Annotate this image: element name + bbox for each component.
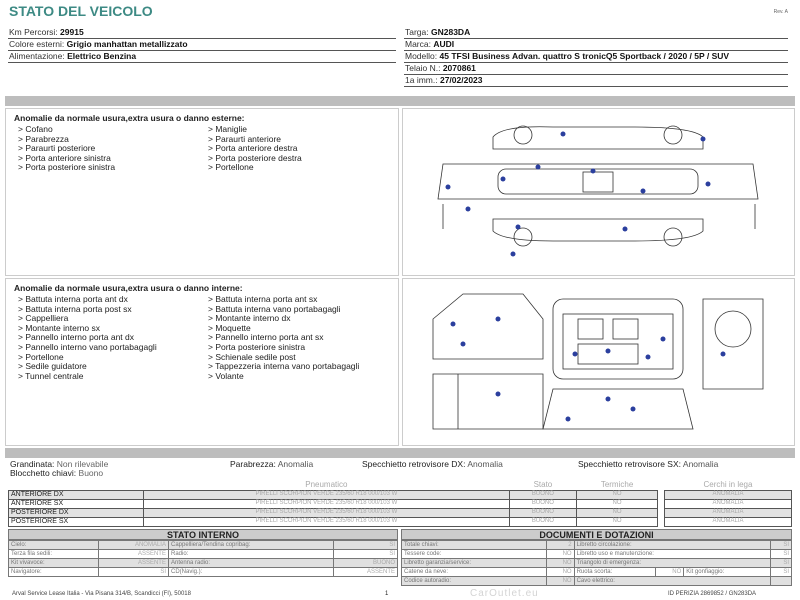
field-label: Triangolo di emergenza: [574,559,770,568]
tyre-tyre: PIRELLI SCORPION VERDE 235/60 R18 000/103 W [144,517,510,526]
field-label: Catene da neve: [402,568,547,577]
damage-item: > Paraurti posteriore [18,143,96,154]
damage-item: > Montante interno dx [208,313,291,324]
field-value: ANOMALIA [98,541,168,550]
damage-item: > Cappelliera [18,313,69,324]
damage-item: > Battuta interna vano portabagagli [208,303,341,314]
info-row [8,51,396,63]
field-label: Libretto circolazione: [574,541,770,550]
info-label: Alimentazione: [9,51,65,61]
info-value: Elettrico Benzina [67,51,137,61]
info-row [8,39,396,51]
field-label: Navigatore: [9,568,99,577]
info-label: Marca: [405,39,431,49]
car-top-view [438,126,758,246]
damage-item: > Moquette [208,322,251,333]
damage-dot [701,137,706,142]
section-divider [5,448,795,458]
info-value: AUDI [433,39,455,49]
info-value: 29915 [60,27,84,37]
revision-label: Rev. A [773,9,788,15]
stato-interno-title: STATO INTERNO [8,529,398,540]
info-value: 27/02/2023 [439,75,483,85]
tyre-row [9,499,658,508]
field-value: NO [546,559,574,568]
exterior-title: Anomalie da normale usura,extra usura o danno esterne: [14,113,245,123]
mirror-dx-field: Specchietto retrovisore DX: Anomalia [362,459,503,469]
damage-dot [511,252,516,257]
damage-dot [641,189,646,194]
rim-row [665,508,792,517]
field-label: Cappelliera/Tendina copribag: [168,541,333,550]
info-label: Targa: [405,27,429,37]
rim-state: ANOMALIA [665,490,792,499]
tyre-winter: NO [577,517,658,526]
damage-dot [606,397,611,402]
damage-dot [591,169,596,174]
vehicle-info-left [8,27,396,63]
tyre-state: BUONO [509,508,576,517]
tyre-row [9,490,658,499]
damage-item: > Tunnel centrale [18,370,84,381]
damage-item: > Maniglie [208,124,247,134]
rim-row [665,499,792,508]
tyre-state: BUONO [509,499,576,508]
page-number: 1 [385,591,389,597]
info-row [404,39,788,51]
damage-dot [501,177,506,182]
tyre-state: BUONO [509,490,576,499]
grid-row [402,541,792,550]
info-label: Colore esterni: [9,39,65,49]
field-value: SI [770,550,791,559]
tyres-table: Pneumatico Stato Termiche ANTERIORE DX PIRELLI SCORPION VERDE 235/60 R18 000/103 W BUONO NO ANTERIORE SX PIRELLI SCORPION VERDE 235/60 R18 000/103 W BUONO NO POSTERIORE DX PIRELLI SCORPION VERDE 235/60 R18 000/103 W BUONO NO POSTERIORE SX PIRELLI SCORPION VERDE 235/60 R18 000/103 W BUONO NO [8,480,658,527]
damage-item: > Porta posteriore sinistra [208,341,306,352]
grid-row [9,568,398,577]
tyre-tyre: PIRELLI SCORPION VERDE 235/60 R18 000/103 W [144,490,510,499]
grid-row [9,541,398,550]
info-label: Modello: [405,51,438,61]
rims-table: Cerchi in lega ANOMALIA ANOMALIA ANOMALIA ANOMALIA [664,480,792,527]
field-value: SI [333,541,397,550]
footer-address: Arval Service Lease Italia - Via Pisana 314/B, Scandicci (FI), 50018 [12,591,191,597]
damage-dot [561,132,566,137]
damage-dot [461,342,466,347]
field-value: NO [546,568,574,577]
interior-list-2 [208,295,398,381]
vehicle-info-right [404,27,788,87]
field-label: Terza fila sedili: [9,550,99,559]
damage-item: > Cofano [18,124,53,134]
exterior-list-2 [208,125,398,173]
damage-dot [646,355,651,360]
damage-item: > Pannello interno vano portabagagli [18,341,157,352]
damage-item: > Schienale sedile post [208,351,296,362]
damage-item: > Parabrezza [18,133,69,144]
field-value: NO [656,568,684,577]
tyre-pos: ANTERIORE SX [9,499,144,508]
car-interior-diagram [403,279,796,447]
interior-list-1 [18,295,208,381]
info-label: 1a imm.: [405,75,438,85]
stato-interno-section [8,529,398,577]
tyre-pos: POSTERIORE DX [9,508,144,517]
document-id: ID PERIZIA 2869852 / GN283DA [668,591,757,597]
field-value: ASSENTE [98,559,168,568]
rim-state: ANOMALIA [665,508,792,517]
tyre-pos: ANTERIORE DX [9,490,144,499]
damage-item: > Battuta interna porta ant dx [18,294,128,304]
field-value: SI [770,541,791,550]
damage-dot [661,337,666,342]
info-value: 45 TFSI Business Advan. quattro S tronicQ5 Sportback / 2020 / 5P / SUV [439,51,730,61]
field-label: Cavo elettrico: [574,577,770,586]
field-label: CD(Navig.): [168,568,333,577]
grid-row [9,550,398,559]
exterior-list-1 [18,125,208,173]
rim-state: ANOMALIA [665,517,792,526]
rim-row [665,490,792,499]
damage-dot [566,417,571,422]
tyre-row [9,517,658,526]
field-value: SI [98,568,168,577]
damage-dot [451,322,456,327]
tyre-tyre: PIRELLI SCORPION VERDE 235/60 R18 000/103 W [144,508,510,517]
grid-row [402,568,792,577]
info-row [404,51,788,63]
tyre-tyre: PIRELLI SCORPION VERDE 235/60 R18 000/103 W [144,499,510,508]
field-value: NO [546,550,574,559]
grid-row [402,550,792,559]
rim-state: ANOMALIA [665,499,792,508]
field-value: ASSENTE [98,550,168,559]
field-label: Kit vivavoce: [9,559,99,568]
field-label: Libretto garanzia/service: [402,559,547,568]
field-label: Codice autoradio: [402,577,547,586]
field-label: Libretto uso e manutenzione: [574,550,770,559]
grid-row [9,559,398,568]
exterior-damage-panel [5,108,399,276]
damage-dot [446,185,451,190]
field-label: Cielo: [9,541,99,550]
rim-row [665,517,792,526]
field-value [770,577,791,586]
info-row [404,63,788,75]
damage-dot [516,225,521,230]
info-value: Grigio manhattan metallizzato [66,39,188,49]
interior-title: Anomalie da normale usura,extra usura o danno interne: [14,283,243,293]
damage-item: > Volante [208,370,244,381]
info-row [404,75,788,87]
tyre-winter: NO [577,508,658,517]
grid-row [402,559,792,568]
field-value: NO [546,577,574,586]
damage-dot [536,165,541,170]
watermark-logo: CarOutlet.eu [470,588,539,599]
tyre-pos: POSTERIORE SX [9,517,144,526]
tyre-winter: NO [577,490,658,499]
grid-row [402,577,792,586]
tyre-state: BUONO [509,517,576,526]
field-label: Radio: [168,550,333,559]
damage-dot [606,349,611,354]
parabrezza-field: Parabrezza: Anomalia [230,459,314,469]
field-value: BUONO [333,559,397,568]
damage-item: > Portellone [208,162,254,173]
damage-item: > Sedile guidatore [18,361,87,372]
damage-dot [623,227,628,232]
field-value: SI [333,550,397,559]
info-value: 2070861 [442,63,476,73]
field-value: ASSENTE [333,568,397,577]
info-label: Km Percorsi: [9,27,58,37]
damage-item: > Paraurti anteriore [208,133,281,144]
field-label: Tessere code: [402,550,547,559]
field-value: 2 [546,541,574,550]
damage-item: > Portellone [18,351,64,362]
damage-dot [573,352,578,357]
car-exterior-diagram [403,109,796,277]
info-row [404,27,788,39]
tyre-row [9,508,658,517]
damage-item: > Porta posteriore destra [208,152,302,163]
documenti-title: DOCUMENTI E DOTAZIONI [401,529,792,540]
damage-item: > Pannello interno porta ant sx [208,332,324,343]
damage-dot [466,207,471,212]
damage-dot [496,392,501,397]
damage-dot [706,182,711,187]
damage-item: > Porta posteriore sinistra [18,162,116,173]
tyre-winter: NO [577,499,658,508]
car-interior-view [433,294,763,429]
field-label: Totale chiavi: [402,541,547,550]
damage-item: > Pannello interno porta ant dx [18,332,135,343]
damage-item: > Porta anteriore destra [208,143,298,154]
section-divider [5,96,795,106]
info-value: GN283DA [431,27,471,37]
info-label: Telaio N.: [405,63,441,73]
grandinata-field: Grandinata: Non rilevabile Blocchetto chiavi: Buono [10,459,109,478]
damage-dot [721,352,726,357]
field-label: Kit gonfiaggio: [684,568,770,577]
field-label: Ruota scorta: [574,568,656,577]
damage-item: > Porta anteriore sinistra [18,152,111,163]
interior-diagram [402,278,795,446]
interior-damage-panel [5,278,399,446]
field-label: Antenna radio: [168,559,333,568]
documenti-section [401,529,792,586]
mirror-sx-field: Specchietto retrovisore SX: Anomalia [578,459,719,469]
exterior-diagram [402,108,795,276]
page-title: STATO DEL VEICOLO [9,3,153,19]
damage-item: > Battuta interna porta ant sx [208,294,318,304]
damage-dot [631,407,636,412]
field-value: SI [770,559,791,568]
field-value: SI [770,568,791,577]
info-row [8,27,396,39]
damage-item: > Montante interno sx [18,322,100,333]
damage-dot [496,317,501,322]
damage-item: > Battuta interna porta post sx [18,303,132,314]
damage-item: > Tappezzeria interna vano portabagagli [208,361,360,372]
